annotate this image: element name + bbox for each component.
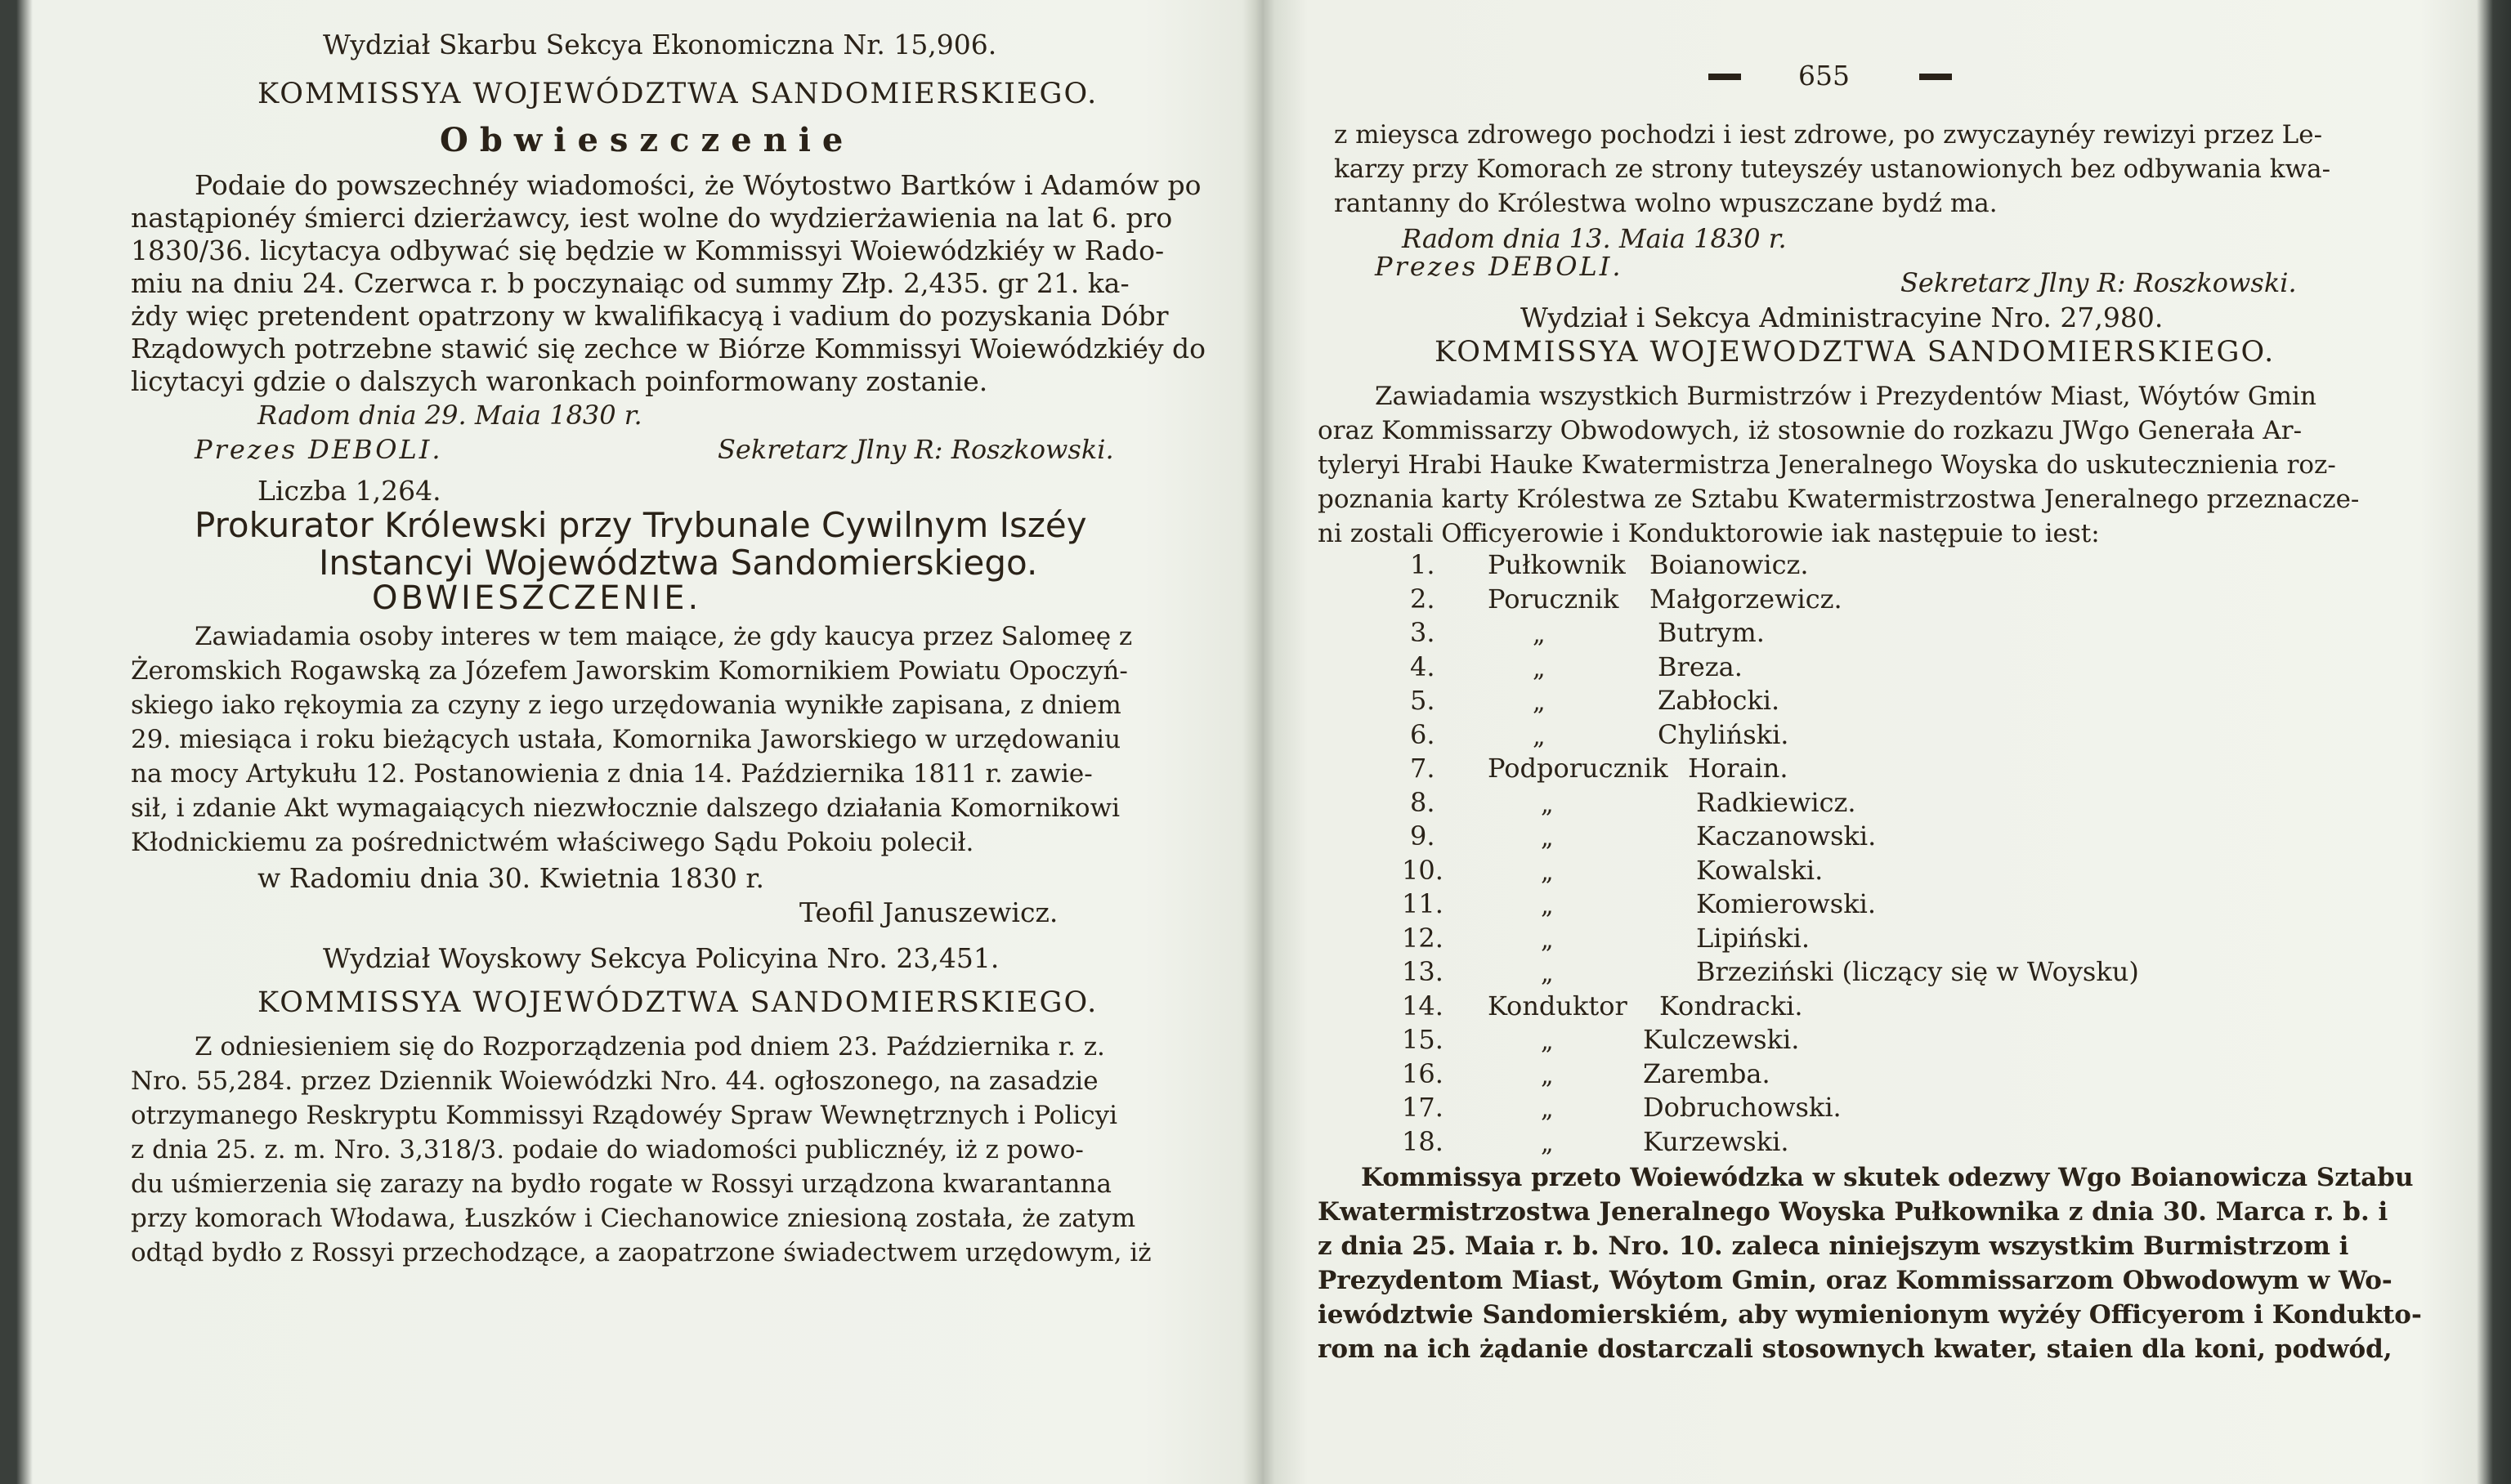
notice-1-body-line: Rządowych potrzebne stawić się zechce w Biórze Kommissyi Woiewódzkiéy do	[131, 333, 1206, 364]
continuation-line: z mieysca zdrowego pochodzi i iest zdrowe, po zwyczaynéy rewizyi przez Le-	[1334, 120, 2323, 150]
ditto-mark: „	[1541, 1129, 1554, 1158]
page-number-ornament-left	[1708, 74, 1741, 80]
notice-1-body-line: nastąpionéy śmierci dzierżawcy, iest wolne do wydzierżawienia na lat 6. pro	[131, 202, 1173, 234]
notice-2-body-line: na mocy Artykułu 12. Postanowienia z dnia 14. Października 1811 r. zawie-	[131, 759, 1093, 789]
notice-3-body-line: z dnia 25. z. m. Nro. 3,318/3. podaie do wiadomości publicznéy, iż z powo-	[131, 1135, 1084, 1164]
officer-number: 18.	[1402, 1126, 1443, 1157]
notice-2-number: Liczba 1,264.	[257, 475, 441, 507]
officer-name: Chyliński.	[1658, 719, 1789, 750]
ditto-mark: „	[1533, 688, 1546, 717]
closing-line: Kommissya przeto Woiewódzka w skutek odezwy Wgo Boianowicza Sztabu	[1361, 1163, 2414, 1192]
notice-2-title-line-3: OBWIESZCZENIE.	[372, 579, 702, 617]
officer-number: 17.	[1402, 1092, 1443, 1123]
notice-2-body-line: skiego iako rękoymia za czyny z iego urzędowania wynikłe zapisana, z dniem	[131, 691, 1121, 720]
officer-name: Komierowski.	[1696, 888, 1876, 919]
notice-4-department: Wydział i Sekcya Administracyine Nro. 27,980.	[1520, 302, 2164, 333]
officer-number: 12.	[1402, 923, 1443, 954]
top-date: Radom dnia 13. Maia 1830 r.	[1402, 223, 1787, 254]
officer-number: 7.	[1410, 753, 1435, 784]
notice-1-body-line: Podaie do powszechnéy wiadomości, że Wóytostwo Bartków i Adamów po	[195, 169, 1202, 201]
notice-2-body-line: 29. miesiąca i roku bieżących ustała, Komornika Jaworskiego w urzędowaniu	[131, 725, 1121, 754]
continuation-line: karzy przy Komorach ze strony tuteyszéy ustanowionych bez odbywania kwa-	[1334, 154, 2331, 184]
notice-2-body-line: Żeromskich Rogawską za Józefem Jaworskim Komornikiem Powiatu Opoczyń-	[131, 656, 1128, 686]
page-number-ornament-right	[1919, 74, 1952, 80]
continuation-line: rantanny do Królestwa wolno wpuszczane bydź ma.	[1334, 189, 1998, 218]
notice-4-office: KOMMISSYA WOJEWODZTWA SANDOMIERSKIEGO.	[1435, 336, 2276, 369]
officer-name: Boianowicz.	[1649, 549, 1809, 580]
ditto-mark: „	[1541, 790, 1554, 819]
closing-line: z dnia 25. Maia r. b. Nro. 10. zaleca niniejszym wszystkim Burmistrzom i	[1318, 1231, 2349, 1261]
officer-rank: Pułkownik	[1488, 549, 1626, 580]
ditto-mark: „	[1541, 959, 1554, 988]
ditto-mark: „	[1541, 1027, 1554, 1056]
notice-4-intro-line: Zawiadamia wszystkich Burmistrzów i Prezydentów Miast, Wóytów Gmin	[1375, 382, 2316, 411]
notice-1-body-line: miu na dniu 24. Czerwca r. b poczynaiąc od summy Złp. 2,435. gr 21. ka-	[131, 267, 1130, 299]
ditto-mark: „	[1533, 722, 1546, 751]
officer-name: Kowalski.	[1696, 855, 1824, 886]
officer-number: 14.	[1402, 990, 1443, 1021]
officer-number: 8.	[1410, 787, 1435, 818]
officer-number: 1.	[1410, 549, 1435, 580]
left-page	[49, 0, 1226, 1484]
ditto-mark: „	[1541, 1095, 1554, 1124]
officer-rank: Podporucznik	[1488, 753, 1668, 784]
notice-3-body-line: przy komorach Włodawa, Łuszków i Ciechanowice zniesioną została, że zatym	[131, 1204, 1136, 1233]
top-president: Prezes DEBOLI.	[1375, 251, 1623, 282]
officer-number: 13.	[1402, 956, 1443, 987]
officer-name: Lipiński.	[1696, 923, 1811, 954]
officer-name: Breza.	[1658, 651, 1743, 682]
notice-1-president: Prezes DEBOLI.	[195, 434, 443, 465]
closing-line: iewództwie Sandomierskiém, aby wymienionym wyżéy Officyerom i Konduktо-	[1318, 1300, 2422, 1330]
officer-name: Zaremba.	[1643, 1058, 1770, 1089]
notice-3-body-line: Nro. 55,284. przez Dziennik Woiewódzki Nro. 44. ogłoszonego, na zasadzie	[131, 1066, 1099, 1096]
notice-3-body-line: otrzymanego Reskryptu Kommissyi Rządowéy Spraw Wewnętrznych i Policyi	[131, 1101, 1118, 1130]
notice-4-intro-line: poznania karty Królestwa ze Sztabu Kwatermistrzostwa Jeneralnego przeznacze-	[1318, 485, 2360, 514]
notice-3-office: KOMMISSYA WOJEWÓDZTWA SANDOMIERSKIEGO.	[257, 986, 1099, 1019]
notice-1-title: Obwieszczenie	[440, 121, 855, 159]
ditto-mark: „	[1541, 824, 1554, 852]
ditto-mark: „	[1541, 926, 1554, 954]
notice-4-intro-line: oraz Kommissarzy Obwodowych, iż stosownie do rozkazu JWgo Generała Ar-	[1318, 416, 2303, 445]
officer-name: Radkiewicz.	[1696, 787, 1856, 818]
right-page	[1283, 0, 2460, 1484]
officer-name: Horain.	[1688, 753, 1788, 784]
ditto-mark: „	[1541, 858, 1554, 887]
notice-2-body-line: Kłodnickiemu za pośrednictwém właściwego Sądu Pokoiu polecił.	[131, 828, 974, 857]
notice-3-body-line: odtąd bydło z Rossyi przechodzące, a zaopatrzone świadectwem urzędowym, iż	[131, 1238, 1152, 1267]
closing-line: Prezydentom Miast, Wóytom Gmin, oraz Kommissarzom Obwodowym w Wo-	[1318, 1266, 2392, 1295]
ditto-mark: „	[1533, 655, 1546, 683]
top-secretary: Sekretarz Jlny R: Roszkowski.	[1900, 267, 2297, 298]
officer-name: Kurzewski.	[1643, 1126, 1789, 1157]
notice-3-body-line: du uśmierzenia się zarazy na bydło rogate w Rossyi urządzona kwarantanna	[131, 1169, 1112, 1199]
officer-name: Małgorzewicz.	[1649, 583, 1842, 615]
notice-2-title-line-1: Prokurator Królewski przy Trybunale Cywilnym Iszéy	[195, 505, 1087, 545]
officer-rank: Porucznik	[1488, 583, 1619, 615]
notice-1-body-line: żdy więc pretendent opatrzony w kwalifikacyą i vadium do pozyskania Dóbr	[131, 300, 1169, 332]
officer-number: 11.	[1402, 888, 1443, 919]
notice-3-body-line: Z odniesieniem się do Rozporządzenia pod dniem 23. Października r. z.	[195, 1032, 1105, 1062]
closing-line: Kwatermistrzostwa Jeneralnego Woyska Pułkownika z dnia 30. Marca r. b. i	[1318, 1197, 2388, 1227]
notice-1-body-line: 1830/36. licytacya odbywać się będzie w Kommissyi Woiewódzkiéy w Rado-	[131, 235, 1165, 266]
notice-1-date: Radom dnia 29. Maia 1830 r.	[257, 400, 642, 431]
officer-name: Zabłocki.	[1658, 685, 1780, 716]
notice-4-intro-line: ni zostali Officyerowie i Konduktorowie iak następuie to iest:	[1318, 519, 2100, 548]
ditto-mark: „	[1541, 1062, 1554, 1090]
notice-4-intro-line: tyleryi Hrabi Hauke Kwatermistrza Jeneralnego Woyska do uskutecznienia roz-	[1318, 450, 2336, 480]
officer-number: 3.	[1410, 617, 1435, 648]
notice-1-body-line: licytacyi gdzie o dalszych waronkach poinformowany zostanie.	[131, 365, 988, 397]
notice-2-title-line-2: Instancyi Województwa Sandomierskiego.	[319, 543, 1038, 583]
officer-number: 4.	[1410, 651, 1435, 682]
officer-number: 6.	[1410, 719, 1435, 750]
officer-number: 10.	[1402, 855, 1443, 886]
notice-1-office: KOMMISSYA WOJEWÓDZTWA SANDOMIERSKIEGO.	[257, 78, 1099, 110]
notice-3-department: Wydział Woyskowy Sekcya Policyina Nro. 23,451.	[323, 942, 1000, 974]
officer-name: Kaczanowski.	[1696, 820, 1877, 852]
officer-rank: Konduktor	[1488, 990, 1627, 1021]
officer-name: Kulczewski.	[1643, 1024, 1800, 1055]
page-number: 655	[1798, 60, 1850, 92]
closing-line: rom na ich żądanie dostarczali stosownych kwater, staien dla koni, podwód,	[1318, 1334, 2392, 1364]
notice-2-body-line: sił, i zdanie Akt wymagaiących niezwłocznie dalszego działania Komornikowi	[131, 793, 1121, 823]
ditto-mark: „	[1541, 892, 1554, 920]
officer-number: 2.	[1410, 583, 1435, 615]
notice-2-signature: Teofil Januszewicz.	[799, 896, 1059, 928]
ditto-mark: „	[1533, 620, 1546, 649]
officer-number: 16.	[1402, 1058, 1443, 1089]
notice-2-body-line: Zawiadamia osoby interes w tem maiące, że gdy kaucya przez Salomeę z	[195, 622, 1133, 651]
notice-2-date: w Radomiu dnia 30. Kwietnia 1830 r.	[257, 862, 764, 894]
officer-number: 5.	[1410, 685, 1435, 716]
notice-1-secretary: Sekretarz Jlny R: Roszkowski.	[718, 434, 1114, 465]
officer-number: 15.	[1402, 1024, 1443, 1055]
officer-name: Butrym.	[1658, 617, 1765, 648]
officer-number: 9.	[1410, 820, 1435, 852]
officer-name: Dobruchowski.	[1643, 1092, 1842, 1123]
officer-name: Kondracki.	[1659, 990, 1803, 1021]
notice-1-department: Wydział Skarbu Sekcya Ekonomiczna Nr. 15,906.	[323, 29, 997, 60]
officer-name: Brzeziński (liczący się w Woysku)	[1696, 956, 2139, 987]
